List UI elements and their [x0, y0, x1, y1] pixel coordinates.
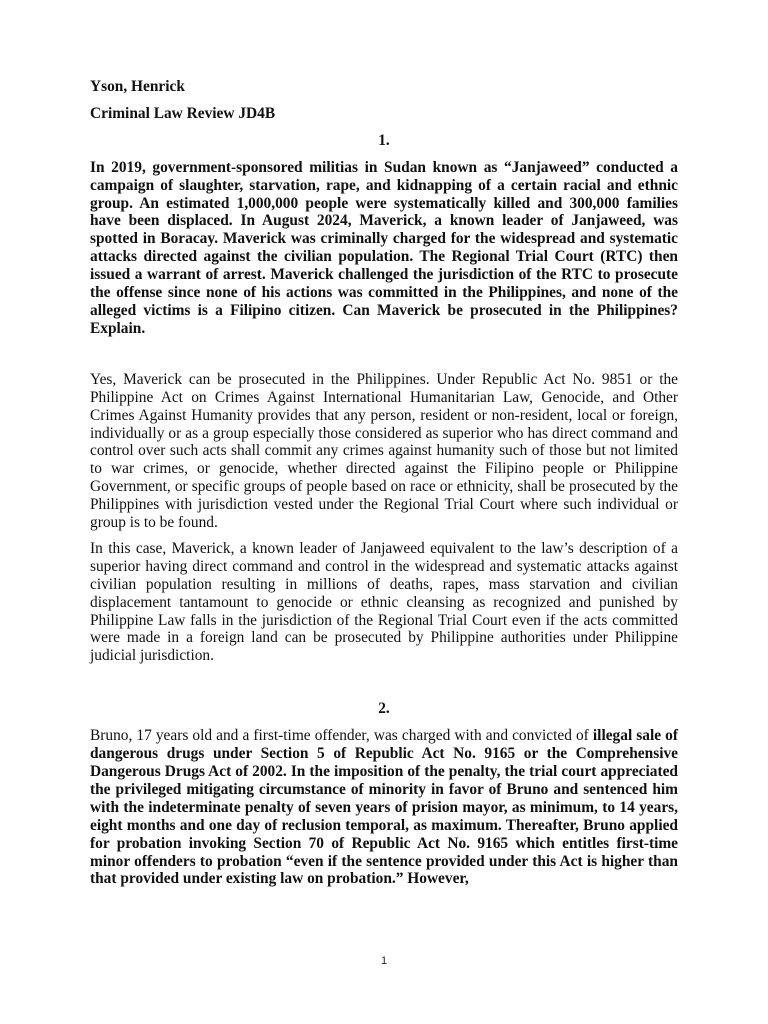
question-2-number: 2. — [378, 700, 390, 718]
course-title: Criminal Law Review JD4B — [90, 104, 276, 122]
question-1-number: 1. — [378, 131, 390, 149]
answer-1-paragraph-1: Yes, Maverick can be prosecuted in the Philippines. Under Republic Act No. 9851 or the Philippine Act on Crimes Against International Humanitarian Law, Genocide, and Other Crimes Against Humanity provides that any person, resident or non-resident, local or foreign, individually or as a group especially those considered as superior who has direct command and control over such acts shall commit any crimes against humanity such of those but not limited to war crimes, or genocide, whether directed against the Filipino people or Philippine Government, or specific groups of people based on race or ethnicity, shall be prosecuted by the Philippines with jurisdiction vested under the Regional Trial Court where such individual or group is to be found. — [90, 370, 678, 532]
author-name: Yson, Henrick — [90, 78, 185, 95]
question-2-lead: Bruno, 17 years old and a first-time offender, was charged with and convicted of — [90, 727, 589, 745]
answer-1-paragraph-2: In this case, Maverick, a known leader of Janjaweed equivalent to the law’s description of a superior having direct command and control in the widespread and systematic attacks against civilian population resulting in millions of deaths, rapes, mass starvation and civilian displacement tantamount to genocide or ethnic cleansing as recognized and punished by Philippine Law falls in the jurisdiction of the Regional Trial Court even if the acts committed were made in a foreign land can be prosecuted by Philippine authorities under Philippine judicial jurisdiction. — [90, 539, 678, 665]
question-2-text — [90, 727, 678, 888]
page-number: 1 — [380, 955, 388, 967]
question-1-text: In 2019, government-sponsored militias in Sudan known as “Janjaweed” conducted a campaign of slaughter, starvation, rape, and kidnapping of a certain racial and ethnic group. An estimated 1,000,000 people were systematically killed and 300,000 families have been displaced. In August 2024, Maverick, a known leader of Janjaweed, was spotted in Boracay. Maverick was criminally charged for the widespread and systematic attacks directed against the civilian population. The Regional Trial Court (RTC) then issued a warrant of arrest. Maverick challenged the jurisdiction of the RTC to prosecute the offense since none of his actions was committed in the Philippines, and none of the alleged victims is a Filipino citizen. Can Maverick be prosecuted in the Philippines? Explain. — [90, 158, 678, 337]
page-content — [90, 78, 678, 888]
question-2-bold-text: illegal sale of dangerous drugs under Section 5 of Republic Act No. 9165 or the Comprehensive Dangerous Drugs Act of 2002. In the imposition of the penalty, the trial court appreciated the privileged mitigating circumstance of minority in favor of Bruno and sentenced him with the indeterminate penalty of seven years of prision mayor, as minimum, to 14 years, eight months and one day of reclusion temporal, as maximum. Thereafter, Bruno applied for probation invoking Section 70 of Republic Act No. 9165 which entitles first-time minor offenders to probation “even if the sentence provided under this Act is higher than that provided under existing law on probation.” However, — [90, 727, 678, 888]
